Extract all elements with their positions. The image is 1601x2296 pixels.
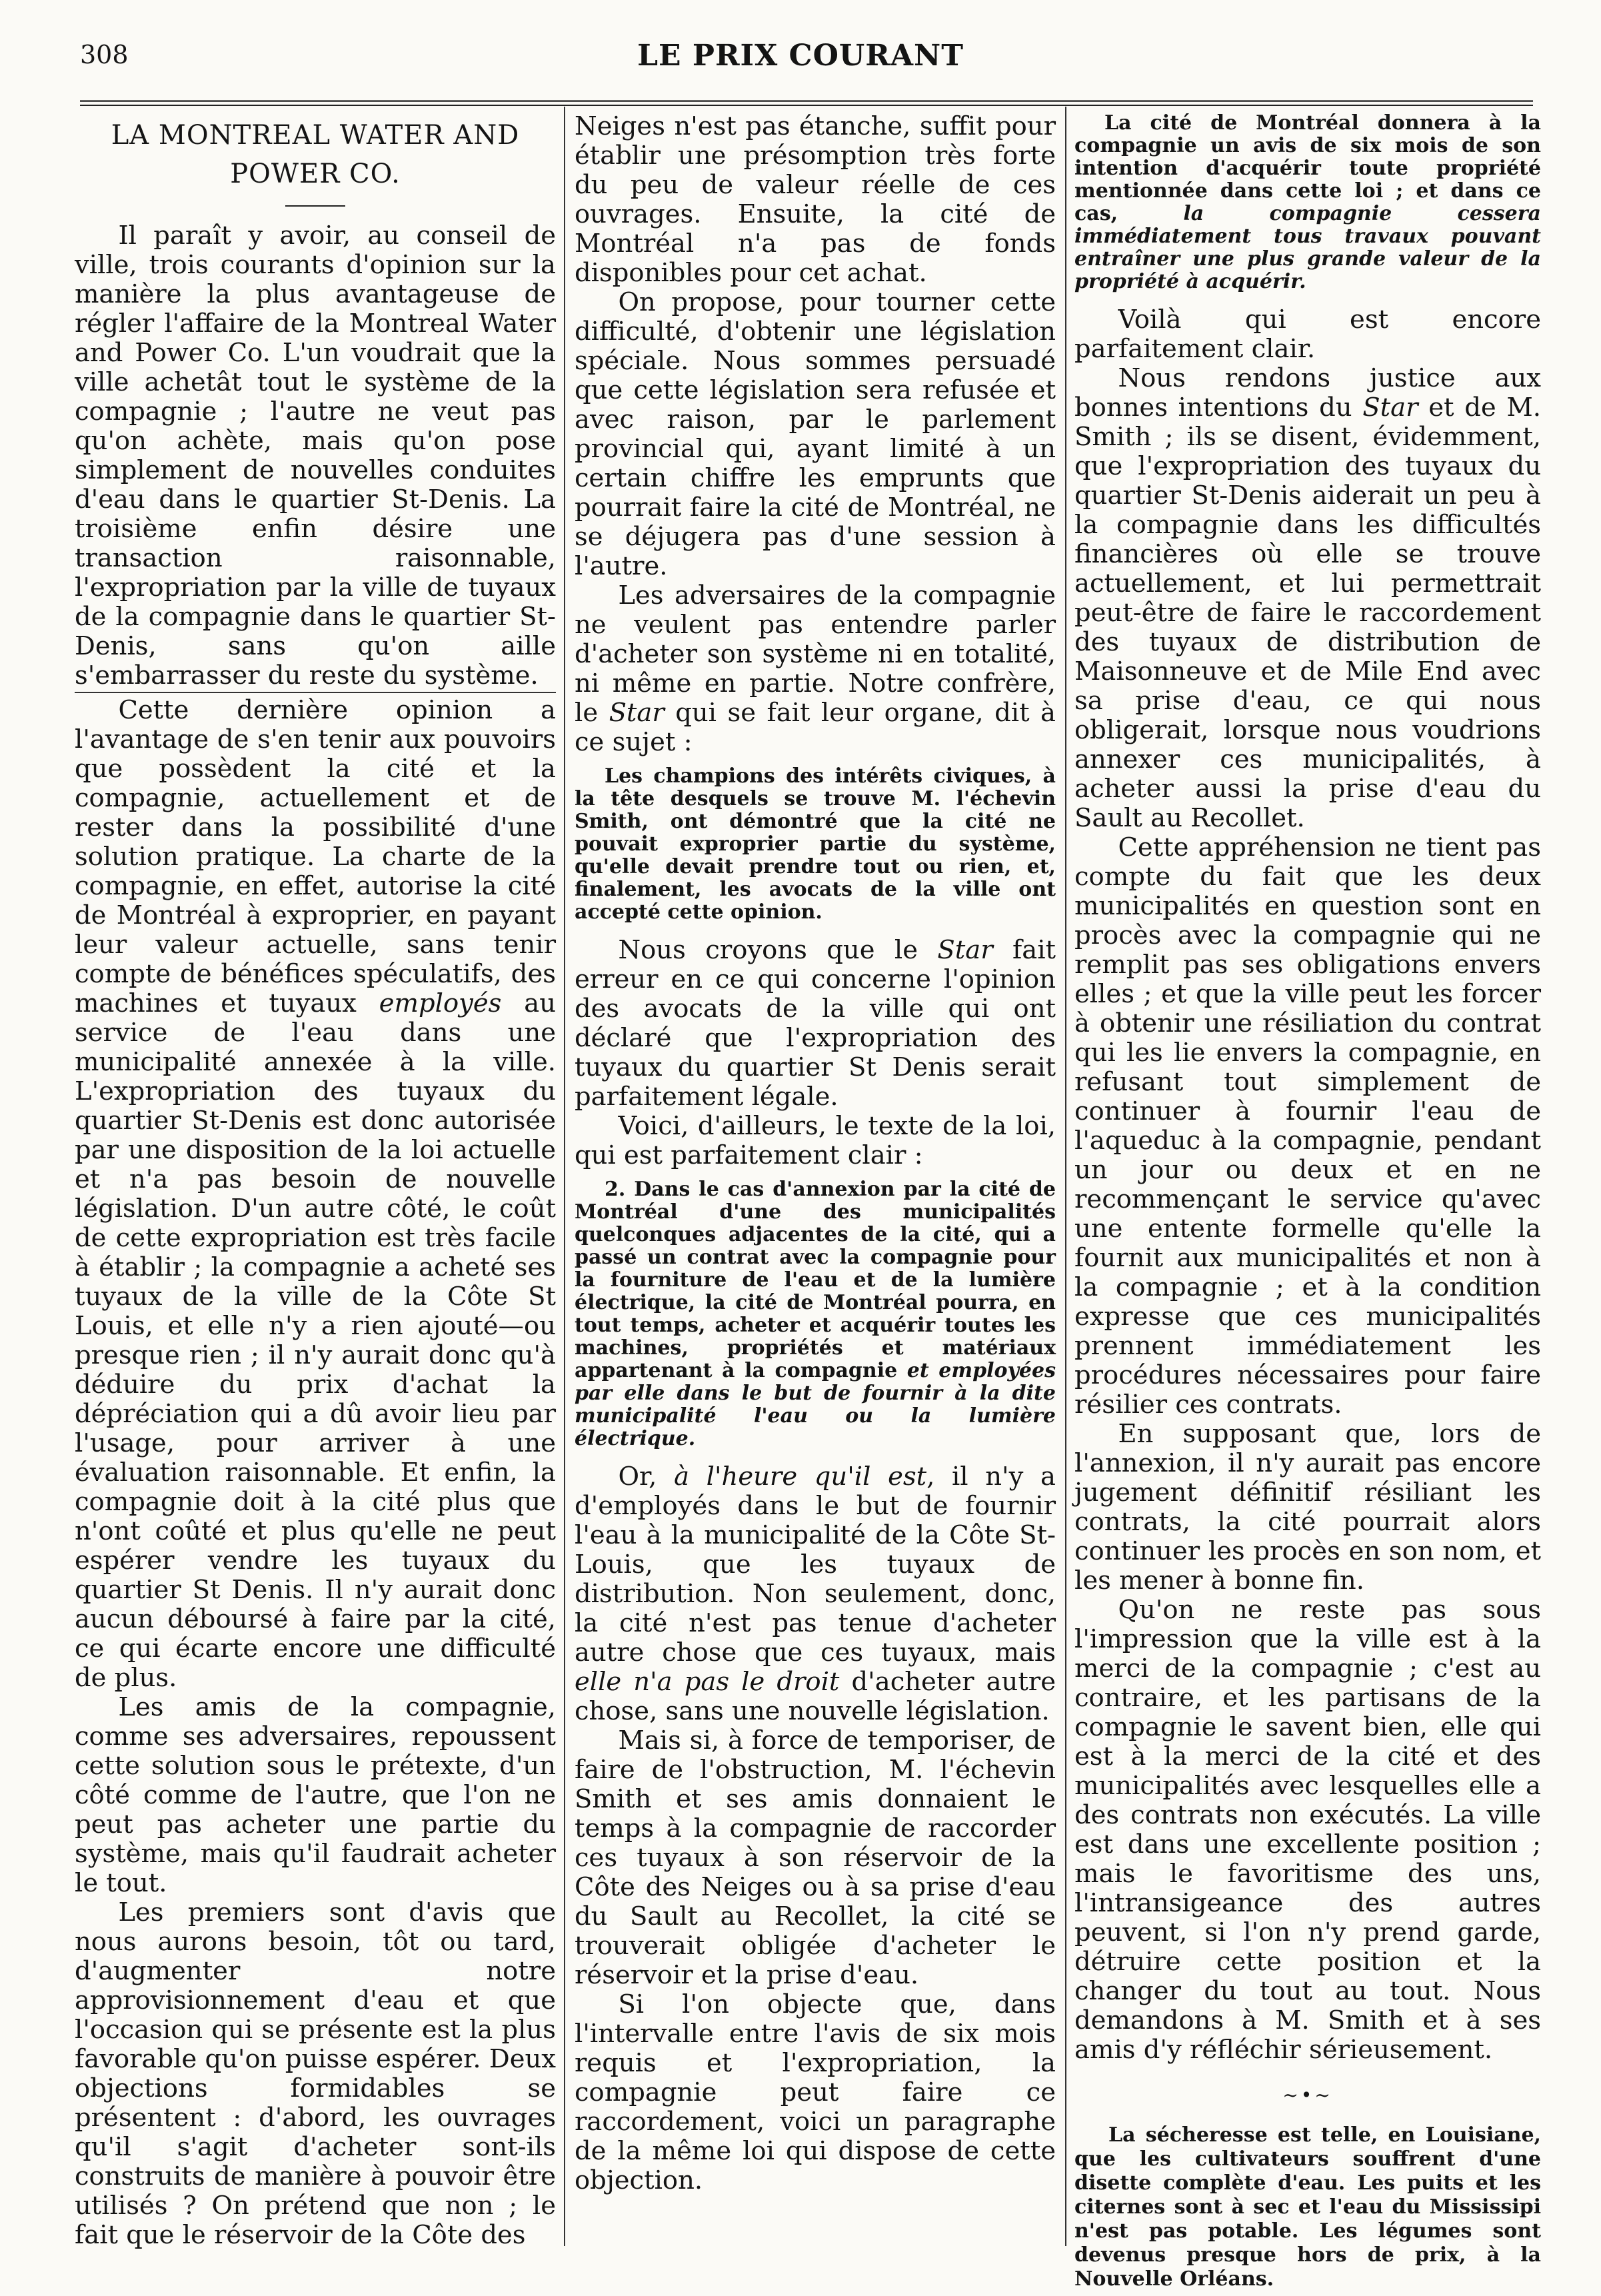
paragraph: Voici, d'ailleurs, le texte de la loi, qui est parfaitement clair :	[575, 1111, 1056, 1170]
paragraph	[575, 936, 1056, 1112]
text-run: Nous rendons justice aux bonnes intentions du	[1074, 363, 1541, 423]
paragraph: Mais si, à force de temporiser, de faire de l'obstruction, M. l'échevin Smith et ses amis donnaient le temps à la compagnie de raccorder ces tuyaux à son réservoir de la Côte des Neiges ou à sa prise d'eau du Sault au Recollet, la cité se trouverait obligée d'acheter le réservoir et la prise d'eau.	[575, 1725, 1056, 1990]
text-run: Nous croyons que le	[618, 935, 938, 965]
news-note	[1074, 2123, 1541, 2291]
text-run: Or,	[618, 1462, 675, 1492]
text-run: d'acheter autre chose, sans une nouvelle législation.	[575, 1667, 1056, 1726]
emphasis: la compagnie cessera immédiatement tous travaux pouvant entraîner une plus grande valeur de la propriété à acquérir.	[1074, 202, 1541, 293]
emphasis: à l'heure qu'il est	[674, 1462, 927, 1492]
paragraph: Neiges n'est pas étanche, suffit pour établir une présomption très forte du peu de valeur réelle de ces ouvrages. Ensuite, la cité de Montréal n'a pas de fonds disponibles pour cet achat.	[575, 111, 1056, 288]
quote-paragraph	[575, 1178, 1056, 1450]
text-run: fait erreur en ce qui concerne l'opinion des avocats de la ville qui ont déclaré que l'expropriation des tuyaux du quartier St Denis serait parfaitement légale.	[575, 935, 1056, 1112]
article-title-line: POWER CO.	[230, 159, 401, 189]
column-3	[1074, 111, 1542, 2291]
title-rule	[285, 205, 345, 207]
text-run: Cette dernière opinion a l'avantage de s'en tenir aux pouvoirs que possèdent la cité et la compagnie, actuellement et de rester dans la possibilité d'une solution pratique. La charte de la compagnie, en effet, autorise la cité de Montréal à exproprier, en payant leur valeur actuelle, sans tenir compte de bénéfices spéculatifs, des machines et tuyaux	[75, 695, 556, 1018]
column-divider	[1065, 107, 1066, 2246]
block-quote	[1074, 112, 1541, 293]
text-run: au service de l'eau dans une municipalité annexée à la ville. L'expropriation des tuyaux du quartier St-Denis est donc autorisée par une disposition de la loi actuelle et n'a pas besoin de nouvelle législation. D'un autre côté, le coût de cette expropriation est très facile à établir ; la compagnie a acheté ses tuyaux de la ville de la Côte St Louis, et elle n'y a rien ajouté—ou presque rien ; il n'y aurait donc qu'à déduire du prix d'achat la dépréciation qui a dû avoir lieu par l'usage, pour arriver à une évaluation raisonnable. Et enfin, la compagnie doit à la cité plus que n'ont coûté et plus qu'elle ne peut espérer vendre les tuyaux du quartier St Denis. Il n'y aurait donc aucun déboursé à faire par la cité, ce qui écarte encore une difficulté de plus.	[75, 988, 556, 1693]
quote-paragraph	[1074, 112, 1541, 293]
block-quote	[575, 765, 1056, 924]
column-2	[575, 112, 1056, 2241]
paragraph: Si l'on objecte que, dans l'intervalle entre l'avis de six mois requis et l'expropriation, la compagnie peut faire ce raccordement, voici un paragraphe de la même loi qui dispose de cette objection.	[575, 1989, 1056, 2195]
column-1	[75, 112, 556, 2250]
section-rule	[75, 692, 556, 693]
article-title-line: LA MONTREAL WATER AND	[111, 120, 520, 151]
paragraph	[575, 1462, 1056, 1726]
text-run: et de M. Smith ; ils se disent, évidemment, que l'expropriation des tuyaux du quartier St-Denis aiderait un peu à la compagnie dans les difficultés financières où elle se trouve actuellement, et lui permettrait peut-être de faire le raccordement des tuyaux de distribution de Maisonneuve et de Mile End avec sa prise d'eau, ce qui nous obligerait, lorsque nous voudrions annexer ces municipalités, à acheter aussi la prise d'eau du Sault au Recollet.	[1074, 393, 1542, 833]
text-run: , il n'y a d'employés dans le but de fournir l'eau à la municipalité de la Côte St-Louis, que les tuyaux de distribution. Non seulement, donc, la cité n'est pas tenue d'acheter autre chose que ces tuyaux, mais	[575, 1462, 1056, 1668]
paragraph: Voilà qui est encore parfaitement clair.	[1074, 305, 1541, 364]
paragraph	[75, 696, 556, 1693]
emphasis: elle n'a pas le droit	[575, 1667, 840, 1697]
text-run: qui se fait leur organe, dit à ce sujet :	[575, 698, 1056, 757]
emphasis: et employées par elle dans le but de fournir à la dite municipalité l'eau ou la lumière électrique.	[575, 1359, 1056, 1450]
paragraph: Les amis de la compagnie, comme ses adversaires, repoussent cette solution sous le prétexte, d'un côté comme de l'autre, que l'on ne peut pas acheter une partie du système, mais qu'il faudrait acheter le tout.	[75, 1692, 556, 1898]
header-rule	[80, 100, 1533, 106]
emphasis: employés	[379, 988, 502, 1018]
page-number: 308	[80, 40, 129, 69]
text-run: La cité de Montréal donnera à la compagnie un avis de six mois de son intention d'acquérir toute propriété mentionnée dans cette loi ; et dans ce cas,	[1074, 111, 1541, 225]
text-run: Les adversaires de la compagnie ne veulent pas entendre parler d'acheter son système ni en totalité, ni même en partie. Notre confrère, le	[575, 580, 1056, 728]
article-title	[75, 116, 556, 193]
paragraph: Qu'on ne reste pas sous l'impression que la ville est à la merci de la compagnie ; c'est au contraire, et les partisans de la compagnie le savent bien, elle qui est à la merci de la cité et des municipalités avec lesquelles elle a des contrats non exécutés. La ville est dans une excellente position ; mais le favoritisme des uns, l'intransigeance des autres peuvent, si l'on n'y prend garde, détruire cette position et la changer du tout au tout. Nous demandons à M. Smith et à ses amis d'y réfléchir sérieusement.	[1074, 1595, 1541, 2065]
paragraph	[1074, 364, 1541, 833]
ornament-divider: ~•~	[1282, 2084, 1333, 2106]
paragraph: Il paraît y avoir, au conseil de ville, trois courants d'opinion sur la manière la plus avantageuse de régler l'affaire de la Montreal Water and Power Co. L'un voudrait que la ville achetât tout le système de la compagnie ; l'autre ne veut pas qu'on achète, mais qu'on pose simplement de nouvelles conduites d'eau dans le quartier St-Denis. La troisième enfin désire une transaction raisonnable, l'expropriation par la ville de tuyaux de la compagnie dans le quartier St-Denis, sans qu'on aille s'embarrasser du reste du système.	[75, 221, 556, 690]
running-title: LE PRIX COURANT	[637, 39, 964, 73]
paragraph: En supposant que, lors de l'annexion, il n'y aurait pas encore jugement définitif résiliant les contrats, la cité pourrait alors continuer les procès en son nom, et les mener à bonne fin.	[1074, 1419, 1541, 1596]
emphasis: Star	[609, 698, 665, 728]
emphasis: Star	[937, 935, 993, 965]
block-quote	[575, 1178, 1056, 1450]
paragraph	[575, 581, 1056, 757]
text-run: 2. Dans le cas d'annexion par la cité de Montréal d'une des municipalités quelconques adjacentes de la cité, qui a passé un contrat avec la compagnie pour la fourniture de l'eau et de la lumière électrique, la cité de Montréal pourra, en tout temps, acheter et acquérir toutes les machines, propriétés et matériaux appartenant à la compagnie	[575, 1178, 1056, 1382]
paragraph: Cette appréhension ne tient pas compte du fait que les deux municipalités en question sont en procès avec la compagnie qui ne remplit pas ses obligations envers elles ; et que la ville peut les forcer à obtenir une résiliation du contrat qui les lie envers la compagnie, en refusant tout simplement de continuer à fournir l'eau de l'aqueduc à la compagnie, pendant un jour ou deux et en ne recommençant le service qu'avec une entente formelle qu'elle la fournit aux municipalités et non à la compagnie ; et à la condition expresse que ces municipalités prennent immédiatement les procédures nécessaires pour faire résilier ces contrats.	[1074, 832, 1541, 1420]
emphasis: Star	[1362, 393, 1418, 423]
paragraph: On propose, pour tourner cette difficulté, d'obtenir une législation spéciale. Nous sommes persuadé que cette législation sera refusée et avec raison, par le parlement provincial qui, ayant limité à un certain chiffre les emprunts que pourrait faire la cité de Montréal, ne se déjugera pas d'une session à l'autre.	[575, 287, 1056, 581]
column-divider	[564, 107, 565, 2246]
quote-paragraph: Les champions des intérêts civiques, à la tête desquels se trouve M. l'échevin Smith, ont démontré que la cité ne pouvait exproprier partie du système, qu'elle devait prendre tout ou rien, et, finalement, les avocats de la ville ont accepté cette opinion.	[575, 764, 1056, 924]
paragraph: Les premiers sont d'avis que nous aurons besoin, tôt ou tard, d'augmenter notre approvisionnement d'eau et que l'occasion qui se présente est la plus favorable qu'on puisse espérer. Deux objections formidables se présentent : d'abord, les ouvrages qu'il s'agit d'acheter sont-ils construits de manière à pouvoir être utilisés ? On prétend que non ; le fait que le réservoir de la Côte des	[75, 1897, 556, 2250]
note-paragraph: La sécheresse est telle, en Louisiane, que les cultivateurs souffrent d'une disette complète d'eau. Les puits et les citernes sont à sec et l'eau du Mississipi n'est pas potable. Les légumes sont devenus presque hors de prix, à la Nouvelle Orléans.	[1074, 2123, 1541, 2291]
